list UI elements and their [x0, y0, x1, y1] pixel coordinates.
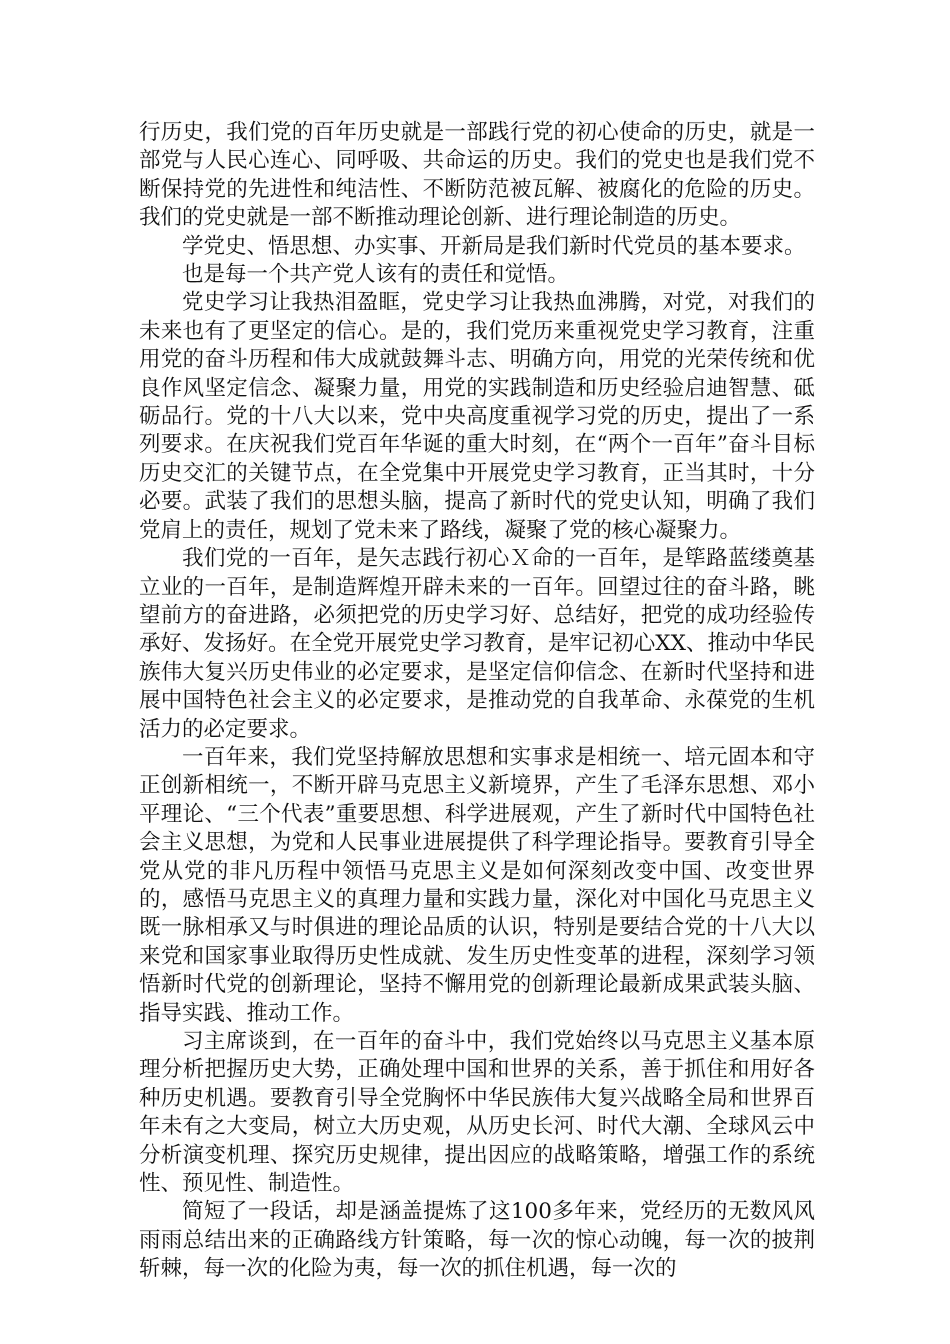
paragraph-2: 学党史、悟思想、办实事、开新局是我们新时代党员的基本要求。	[182, 233, 806, 259]
paragraph-3: 也是每一个共产党人该有的责任和觉悟。	[182, 262, 570, 288]
paragraph-7: 习主席谈到，在一百年的奋斗中，我们党始终以马克思主义基本原理分析把握历史大势，正确处理中国和世界的关系，善于抓住和用好各种历史机遇。要教育引导全党胸怀中华民族伟大复兴战略全局和世界百年未有之大变局，树立大历史观，从历史长河、时代大潮、全球风云中分析演变机理、探究历史规律，提出因应的战略策略，增强工作的系统性、预见性、制造性。	[139, 1029, 815, 1197]
document-body	[139, 119, 815, 1284]
paragraph-4: 党史学习让我热泪盈眶，党史学习让我热血沸腾，对党，对我们的未来也有了更坚定的信心。是的，我们党历来重视党史学习教育，注重用党的奋斗历程和伟大成就鼓舞斗志、明确方向，用党的光荣传统和优良作风坚定信念、凝聚力量，用党的实践制造和历史经验启迪智慧、砥砺品行。党的十八大以来，党中央高度重视学习党的历史，提出了一系列要求。在庆祝我们党百年华诞的重大时刻，在“两个一百年”奋斗目标历史交汇的关键节点，在全党集中开展党史学习教育，正当其时，十分必要。武装了我们的思想头脑，提高了新时代的党史认知，明确了我们党肩上的责任，规划了党未来了路线，凝聚了党的核心凝聚力。	[139, 290, 815, 543]
paragraph-1: 行历史，我们党的百年历史就是一部践行党的初心使命的历史，就是一部党与人民心连心、同呼吸、共命运的历史。我们的党史也是我们党不断保持党的先进性和纯洁性、不断防范被瓦解、被腐化的危险的历史。我们的党史就是一部不断推动理论创新、进行理论制造的历史。	[139, 120, 815, 231]
paragraph-8: 简短了一段话，却是涵盖提炼了这100多年来，党经历的无数风风雨雨总结出来的正确路线方针策略，每一次的惊心动魄，每一次的披荆斩棘，每一次的化险为夷，每一次的抓住机遇，每一次的	[139, 1199, 815, 1282]
paragraph-6: 一百年来，我们党坚持解放思想和实事求是相统一、培元固本和守正创新相统一，不断开辟马克思主义新境界，产生了毛泽东思想、邓小平理论、“三个代表”重要思想、科学进展观，产生了新时代中国特色社会主义思想，为党和人民事业进展提供了科学理论指导。要教育引导全党从党的非凡历程中领悟马克思主义是如何深刻改变中国、改变世界的，感悟马克思主义的真理力量和实践力量，深化对中国化马克思主义既一脉相承又与时俱进的理论品质的认识，特别是要结合党的十八大以来党和国家事业取得历史性成就、发生历史性变革的进程，深刻学习领悟新时代党的创新理论，坚持不懈用党的创新理论最新成果武装头脑、指导实践、推动工作。	[139, 744, 815, 1026]
paragraph-5: 我们党的一百年，是矢志践行初心Ｘ命的一百年，是筚路蓝缕奠基立业的一百年，是制造辉煌开辟未来的一百年。回望过往的奋斗路，眺望前方的奋进路，必须把党的历史学习好、总结好，把党的成功经验传承好、发扬好。在全党开展党史学习教育，是牢记初心XX、推动中华民族伟大复兴历史伟业的必定要求，是坚定信仰信念、在新时代坚持和进展中国特色社会主义的必定要求，是推动党的自我革命、永葆党的生机活力的必定要求。	[139, 546, 815, 742]
